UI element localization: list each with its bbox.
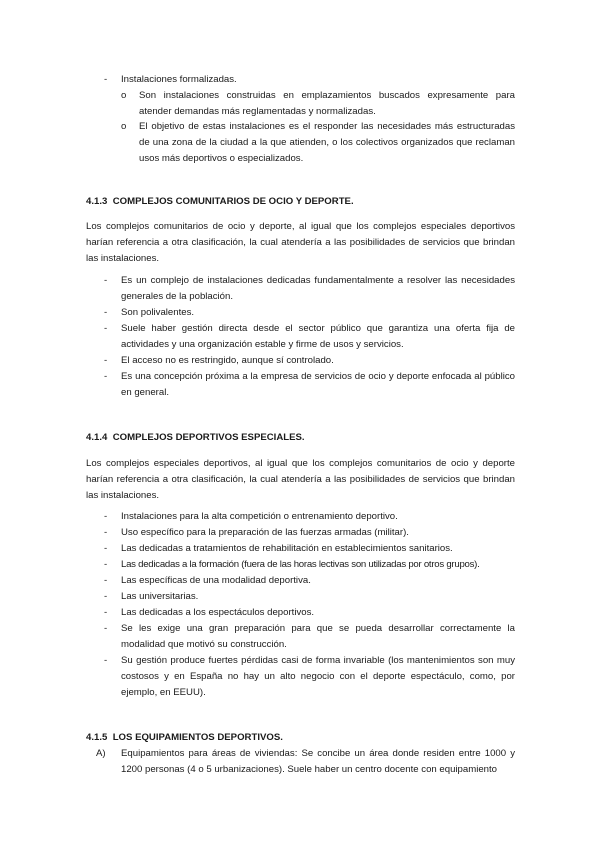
letter-marker: A)	[96, 748, 106, 759]
dash-bullet: -	[104, 543, 108, 554]
list-item: El acceso no es restringido, aunque sí controlado.	[121, 355, 334, 366]
section-title: COMPLEJOS DEPORTIVOS ESPECIALES.	[112, 432, 305, 443]
paragraph: Los complejos especiales deportivos, al igual que los complejos comunitarios de ocio y deporte harían referencia a otra clasificación, la cual atendería a las posibilidades de servicios que brindan las instalaciones.	[86, 458, 515, 501]
section-number: 4.1.3	[86, 196, 108, 207]
dash-bullet: -	[104, 559, 108, 570]
section-title: COMPLEJOS COMUNITARIOS DE OCIO Y DEPORTE.	[112, 196, 354, 207]
dash-bullet: -	[104, 607, 108, 618]
list-item: Se les exige una gran preparación para que se pueda desarrollar correctamente la modalidad que motivó su construcción.	[121, 623, 515, 650]
section-heading	[86, 430, 305, 446]
list-item: Son polivalentes.	[121, 307, 195, 318]
list-item: Su gestión produce fuertes pérdidas casi de forma invariable (los mantenimientos son muy costosos y en España no hay un alto negocio con el deporte espectáculo, como, por ejemplo, en EEUU).	[121, 655, 515, 698]
list-item: Las dedicadas a tratamientos de rehabilitación en establecimientos sanitarios.	[121, 543, 453, 554]
paragraph: Los complejos comunitarios de ocio y deporte, al igual que los complejos especiales deportivos harían referencia a otra clasificación, la cual atendería a las posibilidades de servicios que brindan las instalaciones.	[86, 221, 515, 264]
list-item: Instalaciones formalizadas.	[121, 74, 237, 85]
list-item: Suele haber gestión directa desde el sector público que garantiza una oferta fija de actividades y una organización estable y firme de usos y servicios.	[121, 323, 515, 350]
dash-bullet: -	[104, 511, 108, 522]
section-heading	[86, 194, 354, 210]
circle-bullet: o	[121, 90, 127, 101]
dash-bullet: -	[104, 527, 108, 538]
sub-list-item: Son instalaciones construidas en emplazamientos buscados expresamente para atender demandas más reglamentadas y normalizadas.	[139, 90, 515, 117]
dash-bullet: -	[104, 655, 108, 666]
sub-list-item: El objetivo de estas instalaciones es el responder las necesidades más estructuradas de una zona de la ciudad a la que atienden, o los colectivos organizados que reclaman usos más deportivos o especializados.	[139, 121, 515, 164]
lettered-item: Equipamientos para áreas de viviendas: Se concibe un área donde residen entre 1000 y 1200 personas (4 o 5 urbanizaciones). Suele haber un centro docente con equipamiento	[121, 748, 515, 775]
dash-bullet: -	[104, 355, 108, 366]
section-title: LOS EQUIPAMIENTOS DEPORTIVOS.	[112, 732, 283, 743]
list-item: Instalaciones para la alta competición o entrenamiento deportivo.	[121, 511, 398, 522]
list-item: Uso específico para la preparación de las fuerzas armadas (militar).	[121, 527, 409, 538]
section-heading	[86, 730, 283, 746]
list-item: Es un complejo de instalaciones dedicadas fundamentalmente a resolver las necesidades generales de la población.	[121, 275, 515, 302]
dash-bullet: -	[104, 275, 108, 286]
list-item: Las universitarias.	[121, 591, 199, 602]
dash-bullet: -	[104, 323, 108, 334]
section-number: 4.1.4	[86, 432, 108, 443]
dash-bullet: -	[104, 307, 108, 318]
section-number: 4.1.5	[86, 732, 108, 743]
list-item: Las dedicadas a los espectáculos deportivos.	[121, 607, 315, 618]
circle-bullet: o	[121, 121, 127, 132]
list-item: Las dedicadas a la formación (fuera de las horas lectivas son utilizadas por otros grupos).	[121, 559, 480, 570]
list-item: Es una concepción próxima a la empresa de servicios de ocio y deporte enfocada al público en general.	[121, 371, 515, 398]
list-item: Las específicas de una modalidad deportiva.	[121, 575, 311, 586]
dash-bullet: -	[104, 591, 108, 602]
dash-bullet: -	[104, 575, 108, 586]
dash-bullet: -	[104, 623, 108, 634]
dash-bullet: -	[104, 74, 108, 85]
dash-bullet: -	[104, 371, 108, 382]
